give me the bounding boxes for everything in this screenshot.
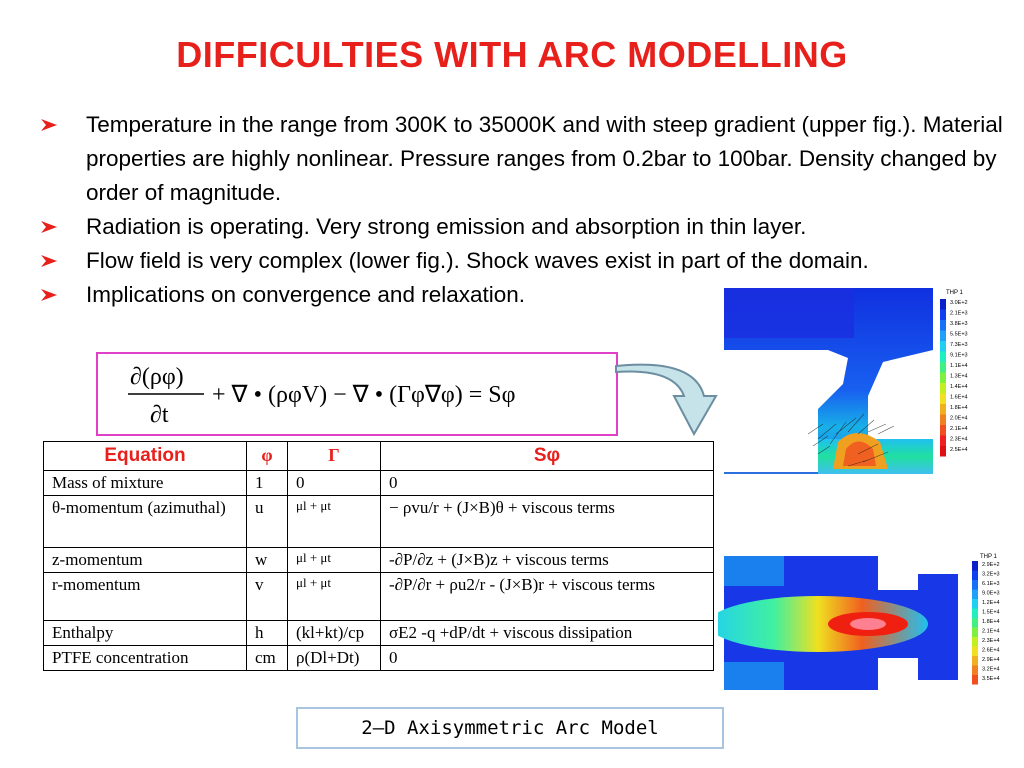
legend-swatch [940, 310, 946, 321]
cell-phi: v [247, 573, 288, 621]
cell-equation: Enthalpy [44, 621, 247, 646]
legend-label: 3.0E+2 [950, 300, 968, 306]
legend-label: 1.8E+4 [982, 619, 1000, 625]
eq-numerator: ∂(ρφ) [130, 364, 184, 390]
legend-label: 3.2E+3 [982, 571, 1000, 578]
legend-label: 7.3E+3 [950, 342, 968, 348]
cell-source: 0 [381, 471, 714, 496]
bullet-item [40, 210, 1020, 244]
header-source: Sφ [381, 442, 714, 471]
cell-gamma: μl + μt [288, 573, 381, 621]
cell-equation: θ-momentum (azimuthal) [44, 496, 247, 548]
table-header-row [44, 442, 714, 471]
legend-label: 1.6E+4 [950, 394, 968, 401]
table-row [44, 573, 714, 621]
legend-swatch [940, 362, 946, 373]
legend-label: 2.1E+4 [950, 426, 968, 432]
legend-swatch [940, 341, 946, 352]
legend-swatch [972, 599, 978, 609]
cell-source: − ρvu/r + (J×B)θ + viscous terms [381, 496, 714, 548]
legend-swatch [940, 436, 946, 447]
legend-swatch [972, 580, 978, 590]
bullet-text: Flow field is very complex (lower fig.). Shock waves exist in part of the domain. [86, 248, 869, 273]
legend-label: 2.9E+4 [982, 657, 1000, 663]
cell-phi: cm [247, 646, 288, 671]
bullet-item [40, 108, 1020, 210]
legend-swatch [940, 383, 946, 394]
upper-legend-title: THP 1 [946, 290, 963, 296]
legend-swatch [972, 571, 978, 581]
upper-legend [940, 299, 968, 457]
legend-label: 1.3E+4 [950, 373, 968, 380]
legend-label: 1.2E+4 [982, 600, 1000, 606]
header-phi: φ [247, 442, 288, 471]
lower-legend [972, 561, 1000, 685]
legend-label: 2.1E+3 [950, 310, 968, 317]
legend-swatch [940, 394, 946, 405]
legend-label: 2.3E+4 [950, 436, 968, 443]
legend-label: 1.5E+4 [982, 609, 1000, 616]
table-row [44, 621, 714, 646]
cell-equation: Mass of mixture [44, 471, 247, 496]
bullet-text: Implications on convergence and relaxation. [86, 282, 526, 307]
legend-swatch [940, 425, 946, 436]
cell-phi: 1 [247, 471, 288, 496]
cell-gamma: ρ(Dl+Dt) [288, 646, 381, 671]
legend-label: 1.1E+4 [950, 363, 968, 369]
legend-swatch [940, 299, 946, 310]
cell-source: -∂P/∂r + ρu2/r - (J×B)r + viscous terms [381, 573, 714, 621]
legend-label: 2.0E+4 [950, 415, 968, 422]
cell-gamma: μl + μt [288, 548, 381, 573]
cell-equation: PTFE concentration [44, 646, 247, 671]
header-equation: Equation [44, 442, 247, 471]
legend-label: 9.0E+3 [982, 590, 1000, 597]
legend-label: 2.5E+4 [950, 447, 968, 453]
legend-swatch [972, 656, 978, 666]
legend-swatch [972, 637, 978, 647]
legend-swatch [940, 404, 946, 415]
arrow-bullet-icon [40, 253, 58, 269]
cell-phi: h [247, 621, 288, 646]
legend-swatch [940, 446, 946, 457]
legend-label: 1.8E+4 [950, 405, 968, 411]
eq-rest: + ∇ • (ρφV) − ∇ • (Γφ∇φ) = Sφ [212, 382, 516, 408]
bullet-text: Temperature in the range from 300K to 35000K and with steep gradient (upper fig.). Material properties are highly nonlinear. Pressure ranges from 0.2bar to 100bar. Density changed by order of magnitude. [86, 112, 1003, 205]
legend-label: 3.8E+3 [950, 321, 968, 327]
arrow-bullet-icon [40, 287, 58, 303]
legend-label: 1.4E+4 [950, 384, 968, 390]
governing-equations-table [43, 441, 714, 671]
arrow-bullet-icon [40, 117, 58, 133]
eq-denominator: ∂t [150, 402, 169, 428]
cell-equation: z-momentum [44, 548, 247, 573]
legend-swatch [972, 618, 978, 628]
transport-equation-box [96, 352, 618, 436]
bullet-text: Radiation is operating. Very strong emission and absorption in thin layer. [86, 214, 807, 239]
curved-arrow-icon [614, 362, 724, 438]
bullet-list [40, 108, 1020, 312]
table-row [44, 548, 714, 573]
legend-swatch [972, 609, 978, 619]
slide-title: DIFFICULTIES WITH ARC MODELLING [176, 34, 848, 75]
legend-label: 6.1E+3 [982, 581, 1000, 587]
cell-source: 0 [381, 646, 714, 671]
legend-swatch [972, 675, 978, 685]
legend-label: 2.6E+4 [982, 647, 1000, 654]
legend-swatch [940, 331, 946, 342]
cell-equation: r-momentum [44, 573, 247, 621]
legend-label: 3.2E+4 [982, 666, 1000, 673]
bullet-item [40, 244, 1020, 278]
legend-label: 9.1E+3 [950, 352, 968, 359]
legend-label: 2.1E+4 [982, 628, 1000, 635]
arrow-bullet-icon [40, 219, 58, 235]
legend-swatch [972, 647, 978, 657]
transport-equation [98, 354, 616, 434]
table-row [44, 496, 714, 548]
cell-gamma: μl + μt [288, 496, 381, 548]
legend-swatch [972, 628, 978, 638]
legend-swatch [972, 561, 978, 571]
legend-swatch [940, 415, 946, 426]
lower-flow-figure [718, 550, 1008, 700]
lower-legend-title: THP 1 [980, 554, 997, 560]
table-row [44, 646, 714, 671]
cell-phi: u [247, 496, 288, 548]
table-row [44, 471, 714, 496]
header-gamma: Γ [288, 442, 381, 471]
cell-gamma: (kl+kt)/cp [288, 621, 381, 646]
legend-label: 2.9E+2 [982, 562, 1000, 568]
legend-swatch [940, 320, 946, 331]
figure-caption: 2—D Axisymmetric Arc Model [296, 707, 724, 749]
legend-swatch [972, 590, 978, 600]
legend-label: 5.5E+3 [950, 331, 968, 338]
cell-source: -∂P/∂z + (J×B)z + viscous terms [381, 548, 714, 573]
legend-label: 2.3E+4 [982, 638, 1000, 644]
legend-swatch [972, 666, 978, 676]
legend-swatch [940, 373, 946, 384]
cell-phi: w [247, 548, 288, 573]
cell-source: σE2 -q +dP/dt + viscous dissipation [381, 621, 714, 646]
legend-label: 3.5E+4 [982, 676, 1000, 682]
legend-swatch [940, 352, 946, 363]
cell-gamma: 0 [288, 471, 381, 496]
upper-temperature-figure [718, 284, 1008, 484]
